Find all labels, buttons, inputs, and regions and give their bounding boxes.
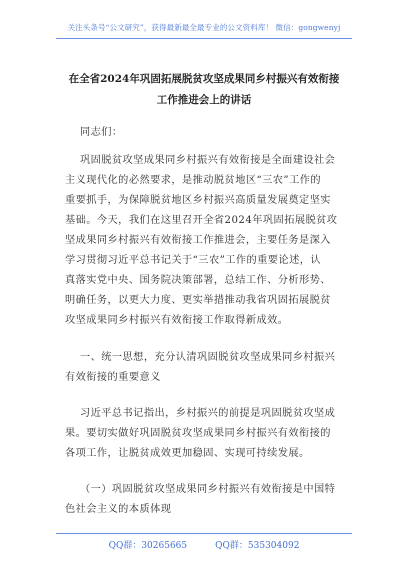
body-line: 各项工作，让脱贫成效更加稳固、实现可持续发展。 (65, 448, 310, 459)
body-line: 果。要切实做好巩固脱贫攻坚成果同乡村振兴有效衔接的 (65, 428, 331, 439)
document-title-line1: 在全省2024年巩固拓展脱贫攻坚成果同乡村振兴有效衔接 (68, 73, 340, 85)
footer-divider (56, 533, 352, 534)
body-line: 坚成果同乡村振兴有效衔接工作推进会，主要任务是深入 (65, 235, 331, 246)
body-line: 明确任务，以更大力度、更实举措推动我省巩固拓展脱贫 (65, 295, 331, 306)
subsection-heading-line: （一）巩固脱贫攻坚成果同乡村振兴有效衔接是中国特 (80, 484, 336, 495)
body-line: 主义现代化的必然要求，是推动脱贫地区“三农”工作的 (65, 175, 321, 186)
footer-qq-group-1: QQ群：30265665 (108, 541, 188, 551)
body-line: 巩固脱贫攻坚成果同乡村振兴有效衔接是全面建设社会 (80, 155, 336, 166)
footer (0, 538, 408, 551)
body-line: 重要抓手，为保障脱贫地区乡村振兴高质量发展奠定坚实 (65, 195, 331, 206)
body-line: 基础。今天，我们在这里召开全省2024年巩固拓展脱贫攻 (65, 215, 338, 226)
document-title-line2: 工作推进会上的讲话 (156, 94, 252, 106)
header-divider (56, 38, 352, 39)
section-heading-line: 有效衔接的重要意义 (65, 372, 161, 383)
body-line: 攻坚成果同乡村振兴有效衔接工作取得新成效。 (65, 315, 289, 326)
subsection-heading-line: 色社会主义的本质体现 (65, 504, 172, 515)
header-banner: 关注头条号“公文研究”，获得最新最全最专业的公文资料库！ 微信：gongwenyj (67, 23, 341, 32)
body-line: 真落实党中央、国务院决策部署，总结工作、分析形势、 (65, 275, 331, 286)
body-line: 习近平总书记指出，乡村振兴的前提是巩固脱贫攻坚成 (80, 408, 336, 419)
body-line: 学习贯彻习近平总书记关于“三农”工作的重要论述，认 (65, 255, 321, 266)
salutation: 同志们： (80, 127, 123, 138)
footer-qq-group-2: QQ群：535304092 (215, 541, 300, 551)
section-heading-line: 一、统一思想，充分认清巩固脱贫攻坚成果同乡村振兴 (80, 352, 336, 363)
